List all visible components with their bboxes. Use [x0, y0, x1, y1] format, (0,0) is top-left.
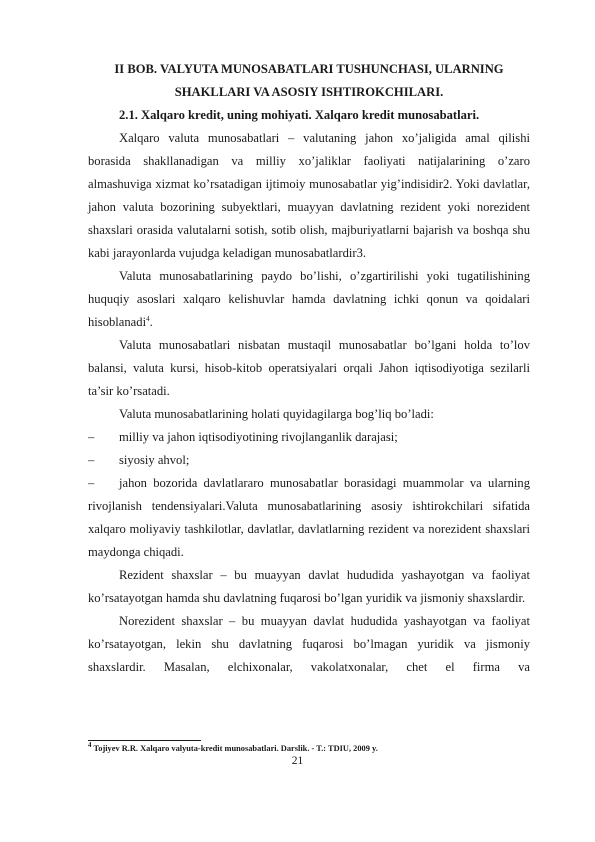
list-dash: –	[88, 476, 95, 490]
paragraph-1: Xalqaro valuta munosabatlari – valutaning jahon xo’jaligida amal qilishi borasida shakllanadigan va milliy xo’jaliklar faoliyati natijalarining o’zaro almashuviga xizmat ko’rsatadigan ijtimoiy munosabatlar yig’indisidir2. Yoki davlatlar, jahon valuta bozorining subyektlari, muayyan davlatning rezident yoki norezident shaxslari orasida valutalarni sotish, sotib olish, majburiyatlarni bajarish va boshqa shu kabi jarayonlarda vujudga keladigan munosabatlardir3.	[88, 131, 530, 260]
list-item-text: siyosiy ahvol;	[119, 453, 190, 467]
footnote	[88, 743, 378, 754]
chapter-title-line-2: SHAKLLARI VA ASOSIY ISHTIROKCHILARI.	[174, 85, 444, 99]
paragraph-5: Rezident shaxslar – bu muayyan davlat hududida yashayotgan va faoliyat ko’rsatayotgan hamda shu davlatning fuqarosi bo’lgan yuridik va jismoniy shaxslardir.	[88, 568, 530, 605]
section-title: 2.1. Xalqaro kredit, uning mohiyati. Xalqaro kredit munosabatlari.	[119, 108, 480, 122]
paragraph-2-text: Valuta munosabatlarining paydo bo’lishi, o’zgartirilishi yoki tugatilishining huquqiy asoslari xalqaro kelishuvlar hamda davlatning ichki qonun va qoidalari hisoblanadi	[88, 269, 530, 329]
paragraph-6: Norezident shaxslar – bu muayyan davlat hududida yashayotgan va faoliyat ko’rsatayotgan, lekin shu davlatning fuqarosi bo’lmagan yuridik va jismoniy shaxslardir. Masalan, elchixonalar, vakolatxonalar, chet el firma va	[88, 614, 530, 674]
chapter-title-line-1: II BOB. VALYUTA MUNOSABATLARI TUSHUNCHASI, ULARNING	[114, 62, 504, 76]
list-item-text: jahon bozorida davlatlararo munosabatlar borasidagi muammolar va ularning rivojlanish tendensiyalari.Valuta munosabatlarining asosiy ishtirokchilari sifatida xalqaro moliyaviy tashkilotlar, davlatlar, davlatlarning rezident va norezident shaxslari maydonga chiqadi.	[88, 476, 530, 559]
paragraph-2-end: .	[149, 315, 153, 329]
list-dash: –	[88, 430, 95, 444]
footnote-divider	[88, 740, 201, 741]
footnote-ref: 4	[146, 314, 150, 323]
page-number: 21	[291, 755, 304, 767]
footnote-text: Tojiyev R.R. Xalqaro valyuta-kredit munosabatlari. Darslik. - T.: TDIU, 2009 y.	[91, 744, 378, 753]
footnote-marker: 4	[88, 741, 92, 750]
paragraph-4: Valuta munosabatlarining holati quyidagilarga bog’liq bo’ladi:	[119, 407, 434, 421]
paragraph-3: Valuta munosabatlari nisbatan mustaqil munosabatlar bo’lgani holda to’lov balansi, valuta kursi, hisob-kitob operatsiyalari orqali Jahon iqtisodiyotiga sezilarli ta’sir ko’rsatadi.	[88, 338, 530, 398]
list-item	[88, 449, 530, 472]
list-item	[88, 472, 530, 564]
list-dash: –	[88, 453, 95, 467]
paragraph-2	[88, 265, 530, 334]
body-text	[88, 127, 530, 679]
list-item-text: milliy va jahon iqtisodiyotining rivojlanganlik darajasi;	[119, 430, 398, 444]
list-item	[88, 426, 530, 449]
